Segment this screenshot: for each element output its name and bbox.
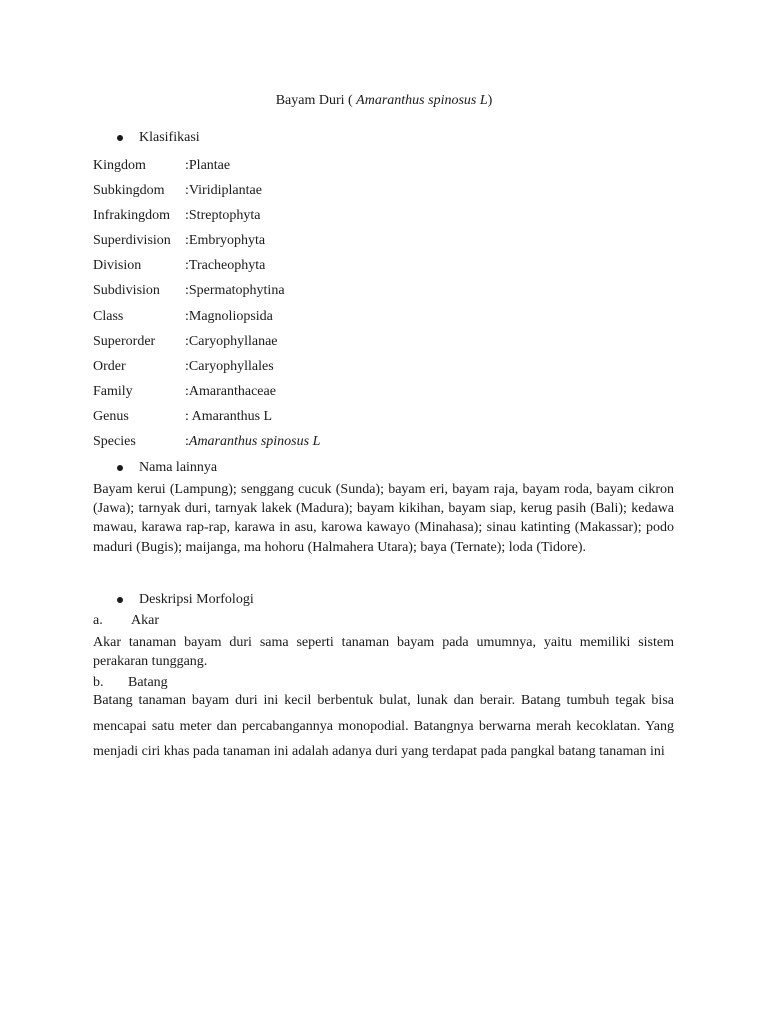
classification-row <box>93 357 493 382</box>
species-colon: : <box>185 434 189 450</box>
classification-value: :Spermatophytina <box>185 283 285 299</box>
classification-row <box>93 231 493 256</box>
classification-rank: Order <box>93 358 126 374</box>
classification-row <box>93 307 493 332</box>
section-heading-label: Nama lainnya <box>139 460 218 475</box>
classification-row <box>93 181 493 206</box>
classification-value: :Embryophyta <box>185 233 266 249</box>
classification-rank: Family <box>93 383 133 399</box>
classification-value: :Caryophyllales <box>185 358 274 374</box>
batang-paragraph: Batang tanaman bayam duri ini kecil berbentuk bulat, lunak dan berair. Batang tumbuh tegak bisa mencapai satu meter dan percabangannya monopodial. Batangnya berwarna merah kecoklatan. Yang menjadi ciri khas pada tanaman ini adalah adanya duri yang terdapat pada pangkal batang tanaman ini <box>93 693 674 760</box>
classification-row <box>93 206 493 231</box>
species-latin-name: Amaranthus spinosus L <box>188 434 321 450</box>
classification-value: :Viridiplantae <box>185 183 262 199</box>
classification-row <box>93 332 493 357</box>
subsection-title: Batang <box>128 675 168 690</box>
akar-paragraph: Akar tanaman bayam duri sama seperti tanaman bayam pada umumnya, yaitu memiliki sistem perakaran tunggang. <box>93 635 674 670</box>
classification-rank: Kingdom <box>93 158 146 173</box>
classification-value: :Tracheophyta <box>185 258 266 274</box>
subsection-letter: b. <box>93 675 104 690</box>
classification-table <box>93 156 493 457</box>
section-heading-label: Klasifikasi <box>139 130 200 145</box>
classification-value: : Amaranthus L <box>185 408 273 424</box>
other-names-paragraph: Bayam kerui (Lampung); senggang cucuk (Sunda); bayam eri, bayam raja, bayam roda, bayam cikron (Jawa); tarnyak duri, tarnyak lakek (Madura); bayam kikihan, bayam siap, kerug pasih (Bali); kedawa mawau, karawa rap-rap, karawa in asu, karowa kawayo (Minahasa); sinau katinting (Makassar); podo maduri (Bugis); maijanga, ma hohoru (Halmahera Utara); baya (Ternate); loda (Tidore). <box>93 482 674 555</box>
classification-value: :Streptophyta <box>185 208 261 224</box>
classification-rank: Subkingdom <box>93 183 165 199</box>
bullet-icon <box>117 597 123 603</box>
classification-rank: Infrakingdom <box>93 208 170 224</box>
classification-rank: Class <box>93 308 124 324</box>
classification-row <box>93 382 493 407</box>
classification-row <box>93 407 493 432</box>
classification-rank: Subdivision <box>93 283 160 299</box>
classification-row <box>93 256 493 281</box>
title-prefix: Bayam Duri ( <box>275 93 357 108</box>
classification-rank: Species <box>93 434 136 450</box>
classification-value: :Amaranthaceae <box>185 383 276 399</box>
classification-row <box>93 281 493 306</box>
classification-rank: Superdivision <box>93 233 171 249</box>
subsection-title: Akar <box>131 613 159 628</box>
classification-row <box>93 156 493 181</box>
section-heading-label: Deskripsi Morfologi <box>139 592 254 607</box>
classification-rank: Superorder <box>93 333 156 349</box>
title-suffix: ) <box>487 93 493 108</box>
classification-value: :Magnoliopsida <box>185 308 273 324</box>
classification-row <box>93 432 493 457</box>
classification-rank: Division <box>93 258 142 274</box>
title-latin-name: Amaranthus spinosus L <box>356 93 488 108</box>
subsection-letter: a. <box>93 613 103 628</box>
classification-value-species <box>185 432 320 452</box>
classification-value: :Plantae <box>185 158 231 173</box>
classification-value: :Caryophyllanae <box>185 333 278 349</box>
bullet-icon <box>117 135 123 141</box>
classification-rank: Genus <box>93 408 129 424</box>
document-title <box>0 91 768 111</box>
bullet-icon <box>117 465 123 471</box>
